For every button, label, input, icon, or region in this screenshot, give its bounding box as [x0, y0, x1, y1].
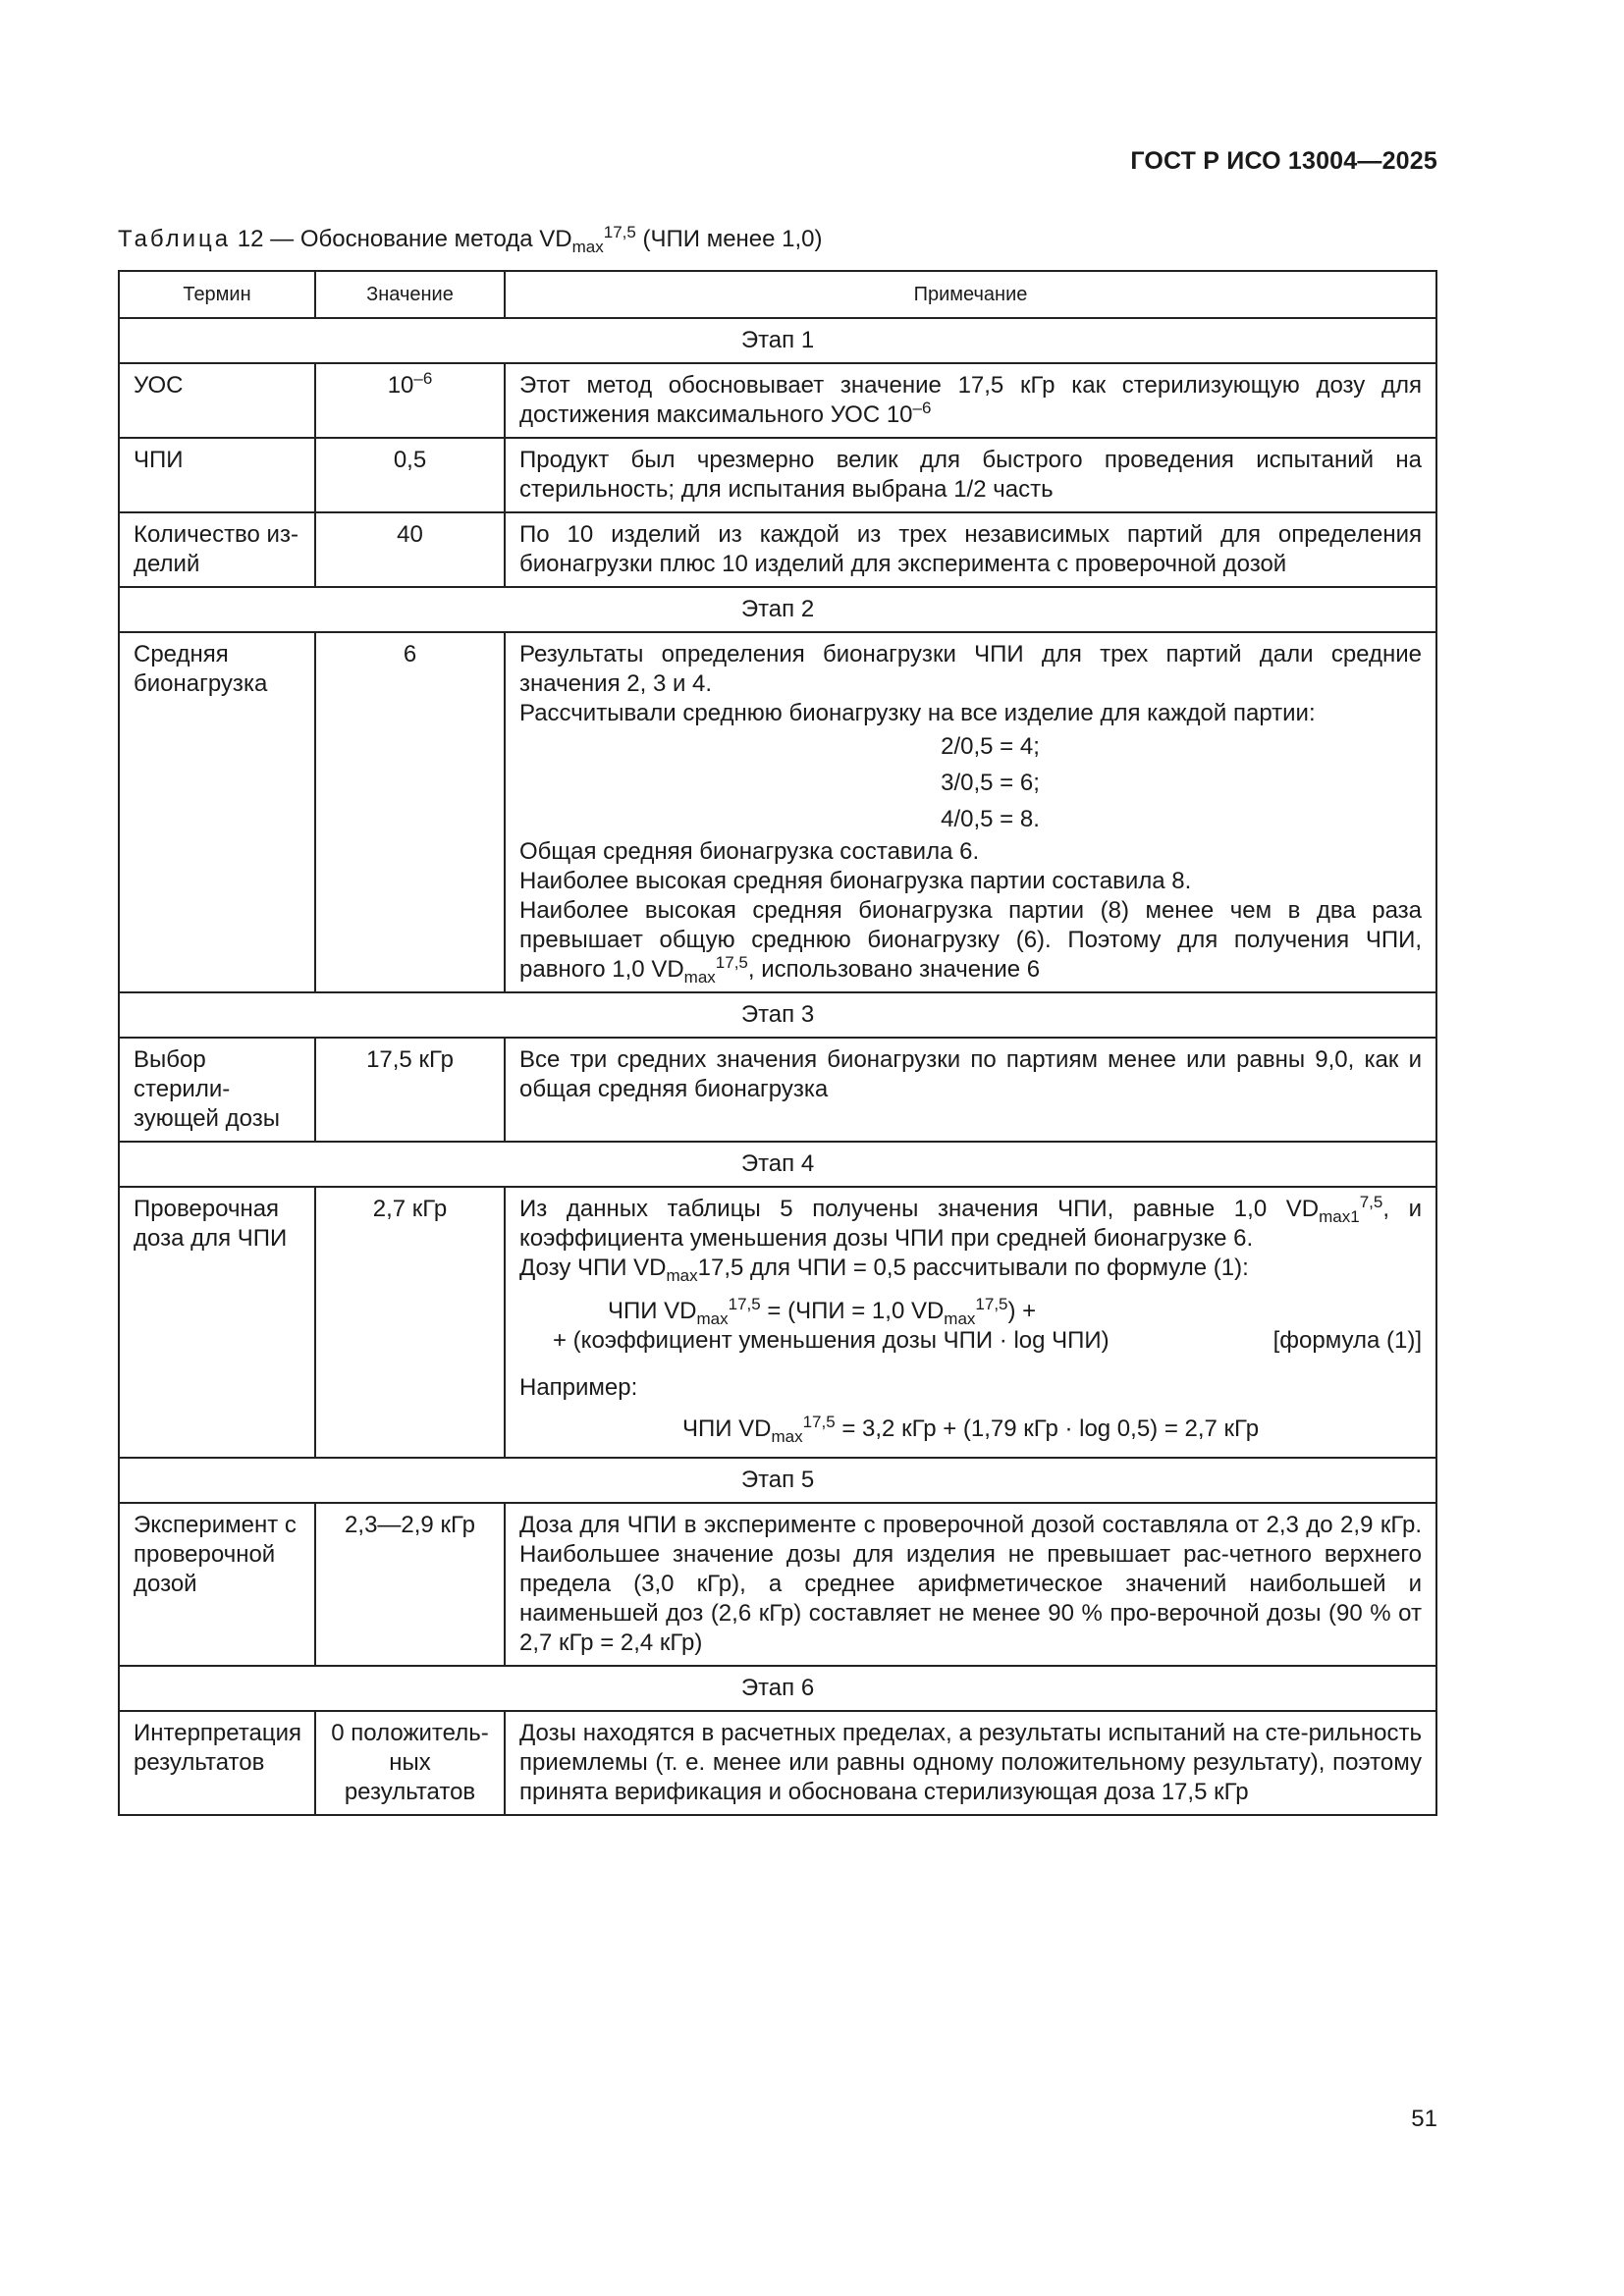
- note-text: Из данных таблицы 5 получены значения ЧПИ, равные 1,0 VD: [519, 1196, 1320, 1222]
- note-cell: Доза для ЧПИ в эксперименте с проверочной дозой составляла от 2,3 до 2,9 кГр. Наибольшее значение дозы для изделия не превышает рас-четного верхнего предела (3,0 кГр), а среднее арифметическое значений наибольшей и наименьшей доз (2,6 кГр) составляет не менее 90 % про-верочной дозы (90 % от 2,7 кГр = 2,4 кГр): [505, 1503, 1436, 1666]
- stage-label: Этап 5: [119, 1458, 1436, 1503]
- example-label: Например:: [519, 1374, 638, 1401]
- justification-table: [118, 270, 1437, 1816]
- value-cell: 0,5: [315, 438, 505, 512]
- value-cell: 40: [315, 512, 505, 587]
- column-header-value: Значение: [315, 271, 505, 318]
- note-text: Этот метод обосновывает значение 17,5 кГр как стерилизующую дозу для достижения максимального УОС 10: [519, 372, 1422, 428]
- column-header-note: Примечание: [505, 271, 1436, 318]
- note-cell: Все три средних значения бионагрузки по партиям менее или равны 9,0, как и общая средняя бионагрузка: [505, 1038, 1436, 1142]
- table-caption: [118, 223, 823, 256]
- column-header-term: Термин: [119, 271, 315, 318]
- formula-reference: [формула (1)]: [1272, 1327, 1422, 1354]
- note-cell: [505, 363, 1436, 438]
- note-paragraph: Результаты определения бионагрузки ЧПИ для трех партий дали средние значения 2, 3 и 4.: [519, 641, 1422, 697]
- term-cell: Эксперимент с проверочной дозой: [119, 1503, 315, 1666]
- note-text: Дозу ЧПИ VD: [519, 1255, 667, 1281]
- term-cell: ЧПИ: [119, 438, 315, 512]
- note-text-end: 17,5 для ЧПИ = 0,5 рассчитывали по формуле (1):: [697, 1255, 1249, 1281]
- caption-text: 12 — Обоснование метода VD: [237, 226, 572, 252]
- formula-sub: max: [696, 1309, 729, 1328]
- stage-row: [119, 1142, 1436, 1187]
- formula-sub: max: [944, 1309, 976, 1328]
- table-row: [119, 1503, 1436, 1666]
- note-paragraph: Общая средняя бионагрузка составила 6.: [519, 838, 980, 865]
- table-row: [119, 1038, 1436, 1142]
- formula-line-1: [519, 1297, 1422, 1326]
- stage-row: [119, 1666, 1436, 1711]
- formula-text: ЧПИ VD: [681, 1415, 772, 1442]
- value-cell: 0 положитель-ных результатов: [315, 1711, 505, 1815]
- stage-row: [119, 587, 1436, 632]
- note-text-end: , и коэффициента уменьшения дозы ЧПИ при средней бионагрузке 6.: [519, 1196, 1422, 1252]
- formula-text: ЧПИ VD: [608, 1298, 697, 1324]
- stage-label: Этап 4: [119, 1142, 1436, 1187]
- stage-row: [119, 1458, 1436, 1503]
- value-cell: 2,3—2,9 кГр: [315, 1503, 505, 1666]
- note-sub: max: [666, 1266, 698, 1285]
- note-paragraph: Рассчитывали среднюю бионагрузку на все изделие для каждой партии:: [519, 700, 1316, 726]
- note-text-end: , использовано значение 6: [747, 956, 1041, 983]
- note-exponent: –6: [912, 399, 932, 417]
- table-row: [119, 632, 1436, 992]
- calc-line: 4/0,5 = 8.: [941, 806, 1040, 832]
- stage-row: [119, 992, 1436, 1038]
- stage-label: Этап 3: [119, 992, 1436, 1038]
- formula-sup: 17,5: [975, 1295, 1008, 1313]
- formula-text: ) +: [1007, 1298, 1037, 1324]
- stage-label: Этап 2: [119, 587, 1436, 632]
- term-cell: Выбор стерили-зующей дозы: [119, 1038, 315, 1142]
- stage-row: [119, 318, 1436, 363]
- formula-sup: 17,5: [802, 1413, 836, 1431]
- term-cell: Количество из-делий: [119, 512, 315, 587]
- caption-sup: 17,5: [603, 223, 636, 241]
- value-cell: 6: [315, 632, 505, 992]
- example-formula: [519, 1415, 1422, 1450]
- note-sup: 7,5: [1359, 1193, 1383, 1211]
- note-sub: max: [683, 968, 716, 987]
- formula-sup: 17,5: [728, 1295, 761, 1313]
- table-row: [119, 438, 1436, 512]
- calc-line: 2/0,5 = 4;: [941, 733, 1040, 760]
- note-paragraph: [519, 1254, 1422, 1283]
- term-cell: УОС: [119, 363, 315, 438]
- note-cell: Продукт был чрезмерно велик для быстрого проведения испытаний на стерильность; для испытания выбрана 1/2 часть: [505, 438, 1436, 512]
- caption-sub: max: [571, 238, 604, 256]
- note-cell: По 10 изделий из каждой из трех независимых партий для определения бионагрузки плюс 10 изделий для эксперимента с проверочной дозой: [505, 512, 1436, 587]
- document-header: ГОСТ Р ИСО 13004—2025: [1130, 147, 1437, 175]
- table-header-row: [119, 271, 1436, 318]
- note-paragraph: [519, 1195, 1422, 1254]
- table-row: [119, 1711, 1436, 1815]
- term-cell: Проверочная доза для ЧПИ: [119, 1187, 315, 1458]
- note-sub: max1: [1319, 1207, 1360, 1226]
- value-base: 10: [387, 372, 414, 399]
- formula-text: + (коэффициент уменьшения дозы ЧПИ · log ЧПИ): [553, 1327, 1110, 1354]
- caption-text-end: (ЧПИ менее 1,0): [642, 226, 823, 252]
- note-cell: Дозы находятся в расчетных пределах, а результаты испытаний на сте-рильность приемлемы (т. е. менее или равны одному положительному результату), поэтому принята верификация и обоснована стерилизующая доза 17,5 кГр: [505, 1711, 1436, 1815]
- note-paragraph: [519, 896, 1422, 985]
- value-cell: [315, 363, 505, 438]
- formula-text: = (ЧПИ = 1,0 VD: [760, 1298, 945, 1324]
- value-cell: 2,7 кГр: [315, 1187, 505, 1458]
- note-cell: [505, 1187, 1436, 1458]
- note-paragraph: Наиболее высокая средняя бионагрузка партии составила 8.: [519, 868, 1192, 894]
- term-cell: Средняя бионагрузка: [119, 632, 315, 992]
- formula-line-2: [519, 1326, 1422, 1356]
- table-row: [119, 512, 1436, 587]
- formula-text: = 3,2 кГр + (1,79 кГр · log 0,5) = 2,7 кГр: [835, 1415, 1260, 1442]
- note-cell: [505, 632, 1436, 992]
- page-number: 51: [1411, 2106, 1437, 2132]
- value-cell: 17,5 кГр: [315, 1038, 505, 1142]
- stage-label: Этап 6: [119, 1666, 1436, 1711]
- note-sup: 17,5: [715, 953, 748, 972]
- table-row: [119, 363, 1436, 438]
- term-cell: Интерпретация результатов: [119, 1711, 315, 1815]
- formula-sub: max: [771, 1427, 803, 1446]
- note-text: Наиболее высокая средняя бионагрузка партии (8) менее чем в два раза превышает общую среднюю бионагрузку (6). Поэтому для получения ЧПИ, равного 1,0 VD: [519, 897, 1422, 983]
- value-exponent: –6: [413, 369, 433, 388]
- stage-label: Этап 1: [119, 318, 1436, 363]
- table-row: [119, 1187, 1436, 1458]
- calc-line: 3/0,5 = 6;: [941, 770, 1040, 796]
- caption-lead: Таблица: [118, 226, 232, 252]
